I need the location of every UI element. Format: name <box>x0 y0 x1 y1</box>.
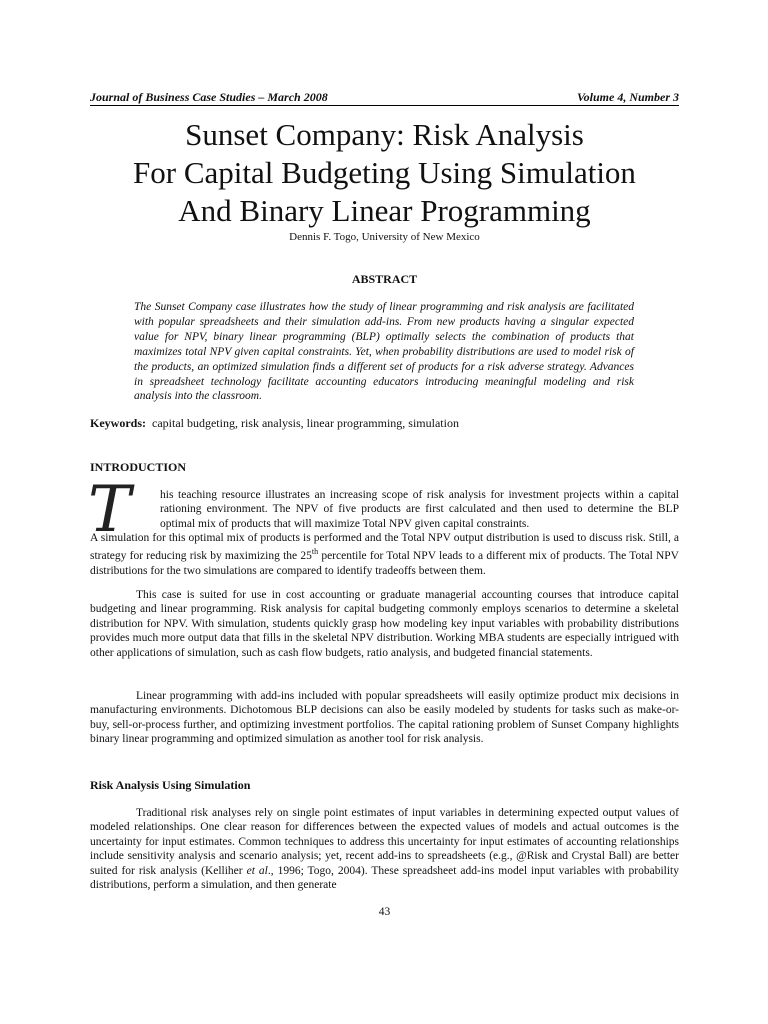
risk-text-italic: et al <box>246 864 268 877</box>
keywords-text: capital budgeting, risk analysis, linear programming, simulation <box>152 416 459 430</box>
title-line-3: And Binary Linear Programming <box>178 193 591 228</box>
risk-text-before-italic: Traditional risk analyses rely on single point estimates of input variables in determining expected output values of modeled relationships. One clear reason for differences between the expected values of models and actual outcomes is the uncertainty for input estimates. Common techniques to address this uncertainty for input estimates of accounting relationships include sensitivity analysis and scenario analysis; yet, recent add-ins to spreadsheets (e.g., @Risk and Crystal Ball) are better suited for risk analysis (Kelliher <box>90 807 679 877</box>
introduction-first-lines: his teaching resource illustrates an increasing scope of risk analysis for investment projects within a capital rationing environment. The NPV of five products are first calculated and then used to determine the BLP optimal mix of products that will maximize Total NPV given capital constraints. <box>160 489 679 530</box>
introduction-paragraph-3 <box>90 689 679 747</box>
journal-name: Journal of Business Case Studies – March 2008 <box>90 90 328 104</box>
risk-text-after-italic: ., 1996; Togo, 2004). These spreadsheet add-ins model input variables with probability distributions, perform a simulation, and then generate <box>90 864 679 892</box>
risk-analysis-paragraph <box>90 806 679 892</box>
drop-cap-letter: T <box>88 473 131 547</box>
para2-text: This case is suited for use in cost accounting or graduate managerial accounting courses that introduce capital budgeting and linear programming. Risk analysis for capital budgeting commonly employs scenarios to determine a skeletal distribution for NPV. With simulation, students quickly grasp how modeling key input variables with probability distributions provides much more output data that fills in the skeletal NPV distribution. Working MBA students are especially intrigued with other applications of simulation, such as cash flow budgets, ratio analysis, and budgeted financial statements. <box>90 589 679 659</box>
running-header <box>90 90 679 106</box>
title-line-1: Sunset Company: Risk Analysis <box>185 117 584 152</box>
abstract-text: The Sunset Company case illustrates how the study of linear programming and risk analysis are facilitated with popular spreadsheets and their simulation add-ins. From new products having a singular expected value for NPV, binary linear programming (BLP) optimally selects the combination of products that maximizes total NPV given capital constraints. Yet, when probability distributions are used to model risk of the products, an optimized simulation finds a different set of products for a risk adverse strategy. Advances in spreadsheet technology facilitate accounting educators introducing meaningful modeling and risk analysis into the classroom. <box>134 301 634 403</box>
title-line-2: For Capital Budgeting Using Simulation <box>133 155 636 190</box>
introduction-continued <box>90 531 679 578</box>
keywords-line <box>90 416 679 430</box>
keywords-label: Keywords: <box>90 416 146 430</box>
introduction-paragraph-2 <box>90 588 679 660</box>
paper-title <box>90 116 679 230</box>
page-number: 43 <box>378 906 391 918</box>
volume-number: Volume 4, Number 3 <box>576 90 679 104</box>
para3-text: Linear programming with add-ins included with popular spreadsheets will easily optimize product mix decisions in manufacturing environments. Dichotomous BLP decisions can also be easily modeled by students for tasks such as make-or-buy, sell-or-process further, and optimizing investment portfolios. The capital rationing problem of Sunset Company highlights binary linear programming and optimized simulation as another tool for risk analysis. <box>90 690 679 746</box>
intro-text-before-sup: A simulation for this optimal mix of products is performed and the Total NPV output distribution is used to discuss risk. Still, a strategy for reducing risk by maximizing the 25 <box>90 532 679 563</box>
abstract-heading: ABSTRACT <box>351 272 418 286</box>
intro-text-after-sup: percentile for Total NPV leads to a different mix of products. The Total NPV distributions for the two simulations are compared to identify tradeoffs between them. <box>90 550 679 577</box>
introduction-heading: INTRODUCTION <box>90 460 187 474</box>
risk-analysis-heading: Risk Analysis Using Simulation <box>90 778 251 792</box>
superscript-th: th <box>311 547 319 557</box>
author-line: Dennis F. Togo, University of New Mexico <box>289 231 480 243</box>
